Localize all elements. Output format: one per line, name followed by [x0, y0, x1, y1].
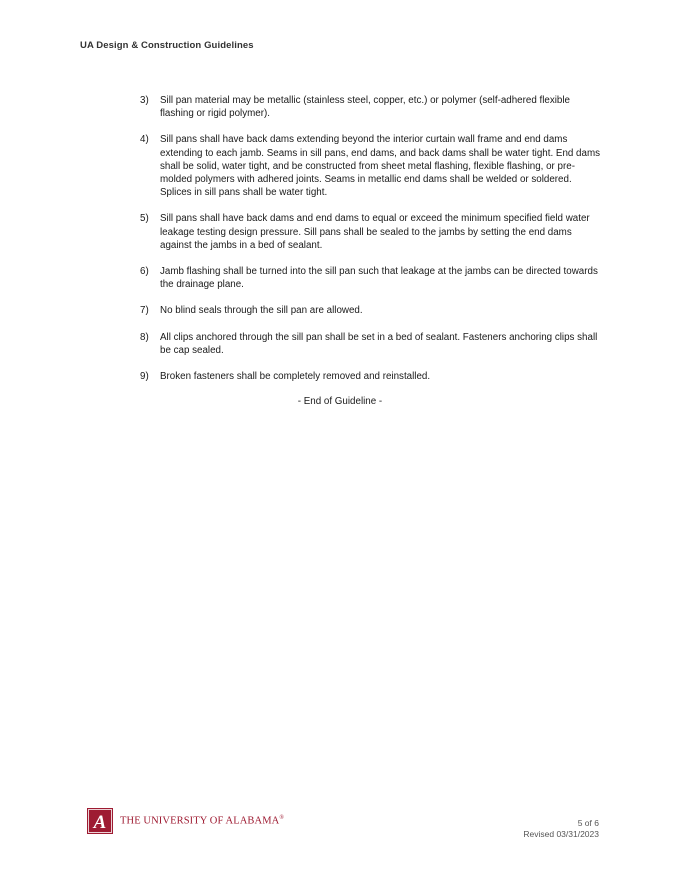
revised-date: Revised 03/31/2023 [523, 829, 599, 839]
list-item-number: 9) [140, 371, 149, 383]
list-item-text: No blind seals through the sill pan are allowed. [160, 305, 363, 317]
registered-mark: ® [279, 815, 284, 822]
list-item-number: 4) [140, 134, 149, 146]
list-item [140, 331, 605, 357]
university-a-logo-icon [87, 808, 113, 834]
university-name [120, 815, 284, 827]
list-item [140, 212, 605, 252]
list-item-number: 6) [140, 266, 149, 278]
list-item [140, 133, 605, 199]
guideline-item-list [140, 94, 605, 396]
list-item-text: Sill pans shall have back dams extending beyond the interior curtain wall frame and end dams extending to each jamb. Seams in sill pans, end dams, and back dams shall be water tight. End dams shall be solid, water tight, and be constructed from sheet metal flashing, flexible flashing, or pre-molded polymers with adhered joints. Seams in metallic end dams shall be welded or soldered. Splices in sill pans shall be water tight. [160, 134, 601, 199]
list-item-text: Broken fasteners shall be completely removed and reinstalled. [160, 371, 431, 383]
page-number: 5 of 6 [577, 818, 599, 828]
university-name-text: THE UNIVERSITY OF ALABAMA [120, 815, 280, 827]
list-item-number: 5) [140, 213, 149, 225]
list-item-text: Jamb flashing shall be turned into the sill pan such that leakage at the jambs can be directed towards the drainage plane. [160, 266, 598, 291]
list-item-number: 8) [140, 331, 149, 343]
list-item-number: 7) [140, 305, 149, 317]
list-item [140, 265, 605, 291]
end-of-guideline-note: - End of Guideline - [297, 396, 383, 407]
list-item-text: All clips anchored through the sill pan shall be set in a bed of sealant. Fasteners anchoring clips shall be cap sealed. [160, 331, 598, 356]
document-header-title: UA Design & Construction Guidelines [80, 40, 254, 51]
list-item [140, 94, 605, 120]
page-info [523, 818, 599, 840]
list-item [140, 370, 605, 383]
list-item-number: 3) [140, 95, 149, 106]
list-item-text: Sill pan material may be metallic (stainless steel, copper, etc.) or polymer (self-adhered flexible flashing or rigid polymer). [160, 95, 571, 120]
list-item-text: Sill pans shall have back dams and end dams to equal or exceed the minimum specified field water leakage testing design pressure. Sill pans shall be sealed to the jambs by setting the end dams against the jambs in a bed of sealant. [160, 213, 590, 251]
university-logo [87, 808, 284, 834]
logo-letter: A [93, 812, 107, 833]
list-item [140, 304, 605, 317]
